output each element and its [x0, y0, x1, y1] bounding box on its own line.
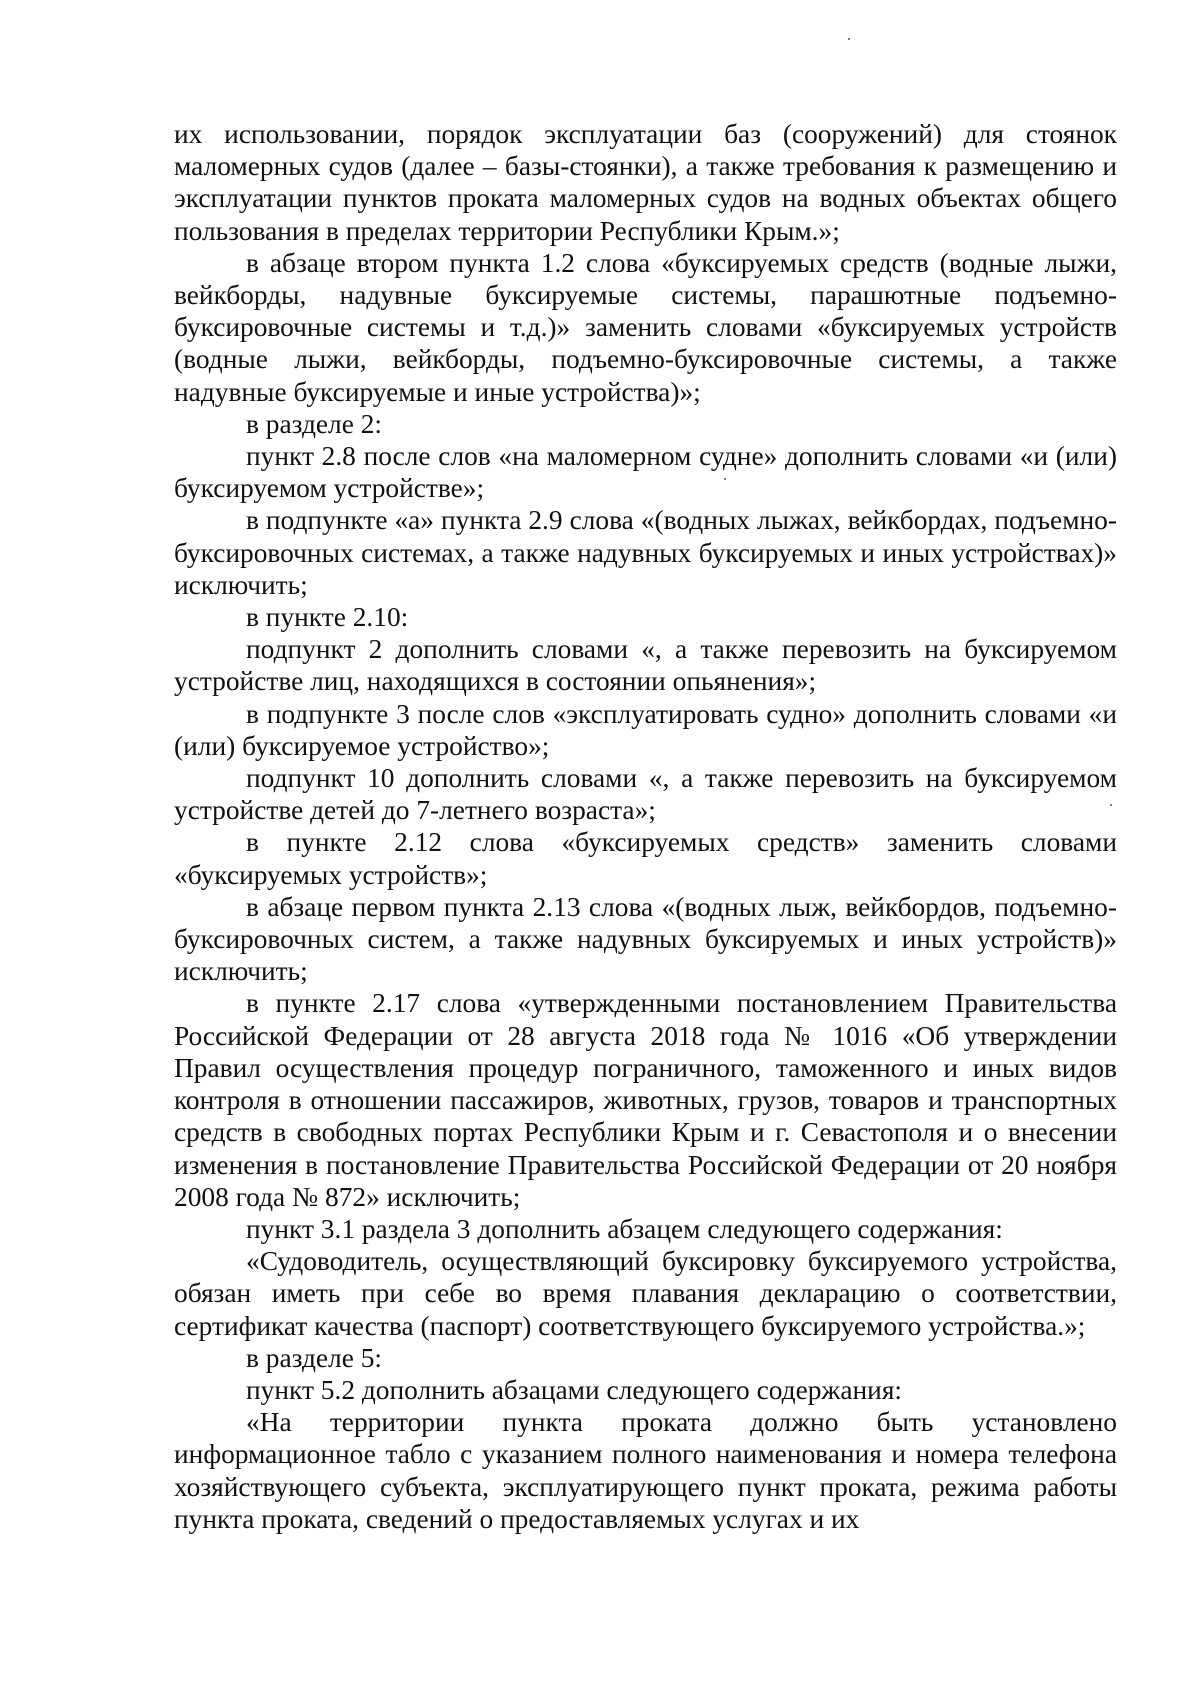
paragraph-amend-1-2: в абзаце втором пункта 1.2 слова «буксируемых средств (водные лыжи, вейкборды, надувные буксируемые системы, парашютные подъемно-буксировочные системы и т.д.)» заменить словами «буксируемых устройств (водные лыжи, вейкборды, подъемно-буксировочные системы, а также надувные буксируемые и иные устройства)»;	[174, 247, 1117, 407]
paragraph-continuation: их использовании, порядок эксплуатации баз (сооружений) для стоянок маломерных судов (далее – базы-стоянки), а также требования к размещению и эксплуатации пунктов проката маломерных судов на водных объектах общего пользования в пределах территории Республики Крым.»;	[174, 119, 1117, 246]
paragraph-section-5: в разделе 5:	[246, 1342, 383, 1373]
scan-speck	[1110, 804, 1112, 806]
paragraph-subpoint-3: в подпункте 3 после слов «эксплуатировать судно» дополнить словами «и (или) буксируемое устройство»;	[174, 698, 1117, 761]
paragraph-point-2-10: в пункте 2.10:	[246, 602, 409, 633]
paragraph-subpoint-2: подпункт 2 дополнить словами «, а также перевозить на буксируемом устройстве лиц, находящихся в состоянии опьянения»;	[174, 634, 1117, 697]
paragraph-amend-5-2: пункт 5.2 дополнить абзацами следующего содержания:	[246, 1374, 903, 1405]
paragraph-amend-2-12: в пункте 2.12 слова «буксируемых средств» заменить словами «буксируемых устройств»;	[174, 827, 1117, 890]
paragraph-quote-driver: «Судоводитель, осуществляющий буксировку буксируемого устройства, обязан иметь при себе во время плавания декларацию о соответствии, сертификат качества (паспорт) соответствующего буксируемого устройства.»;	[174, 1246, 1117, 1341]
paragraph-amend-3-1: пункт 3.1 раздела 3 дополнить абзацем следующего содержания:	[246, 1213, 1003, 1244]
paragraph-amend-2-8: пункт 2.8 после слов «на маломерном судне» дополнить словами «и (или) буксируемом устройстве»;	[174, 441, 1117, 504]
document-page	[174, 118, 1117, 1535]
paragraph-section-2: в разделе 2:	[246, 408, 383, 439]
scan-speck	[724, 478, 726, 480]
paragraph-quote-rental: «На территории пункта проката должно быть установлено информационное табло с указанием полного наименования и номера телефона хозяйствующего субъекта, эксплуатирующего пункт проката, режима работы пункта проката, сведений о предоставляемых услугах и их	[174, 1407, 1117, 1534]
scan-speck	[848, 38, 850, 40]
paragraph-subpoint-10: подпункт 10 дополнить словами «, а также перевозить на буксируемом устройстве детей до 7-летнего возраста»;	[174, 763, 1117, 826]
paragraph-amend-2-9: в подпункте «а» пункта 2.9 слова «(водных лыжах, вейкбордах, подъемно-буксировочных системах, а также надувных буксируемых и иных устройствах)» исключить;	[174, 505, 1117, 600]
paragraph-amend-2-13: в абзаце первом пункта 2.13 слова «(водных лыж, вейкбордов, подъемно-буксировочных систем, а также надувных буксируемых и иных устройств)» исключить;	[174, 891, 1117, 987]
paragraph-amend-2-17: в пункте 2.17 слова «утвержденными постановлением Правительства Российской Федерации от 28 августа 2018 года № 1016 «Об утверждении Правил осуществления процедур пограничного, таможенного и иных видов контроля в отношении пассажиров, животных, грузов, товаров и транспортных средств в свободных портах Республики Крым и г. Севастополя и о внесении изменения в постановление Правительства Российской Федерации от 20 ноября 2008 года № 872» исключить;	[174, 988, 1117, 1212]
